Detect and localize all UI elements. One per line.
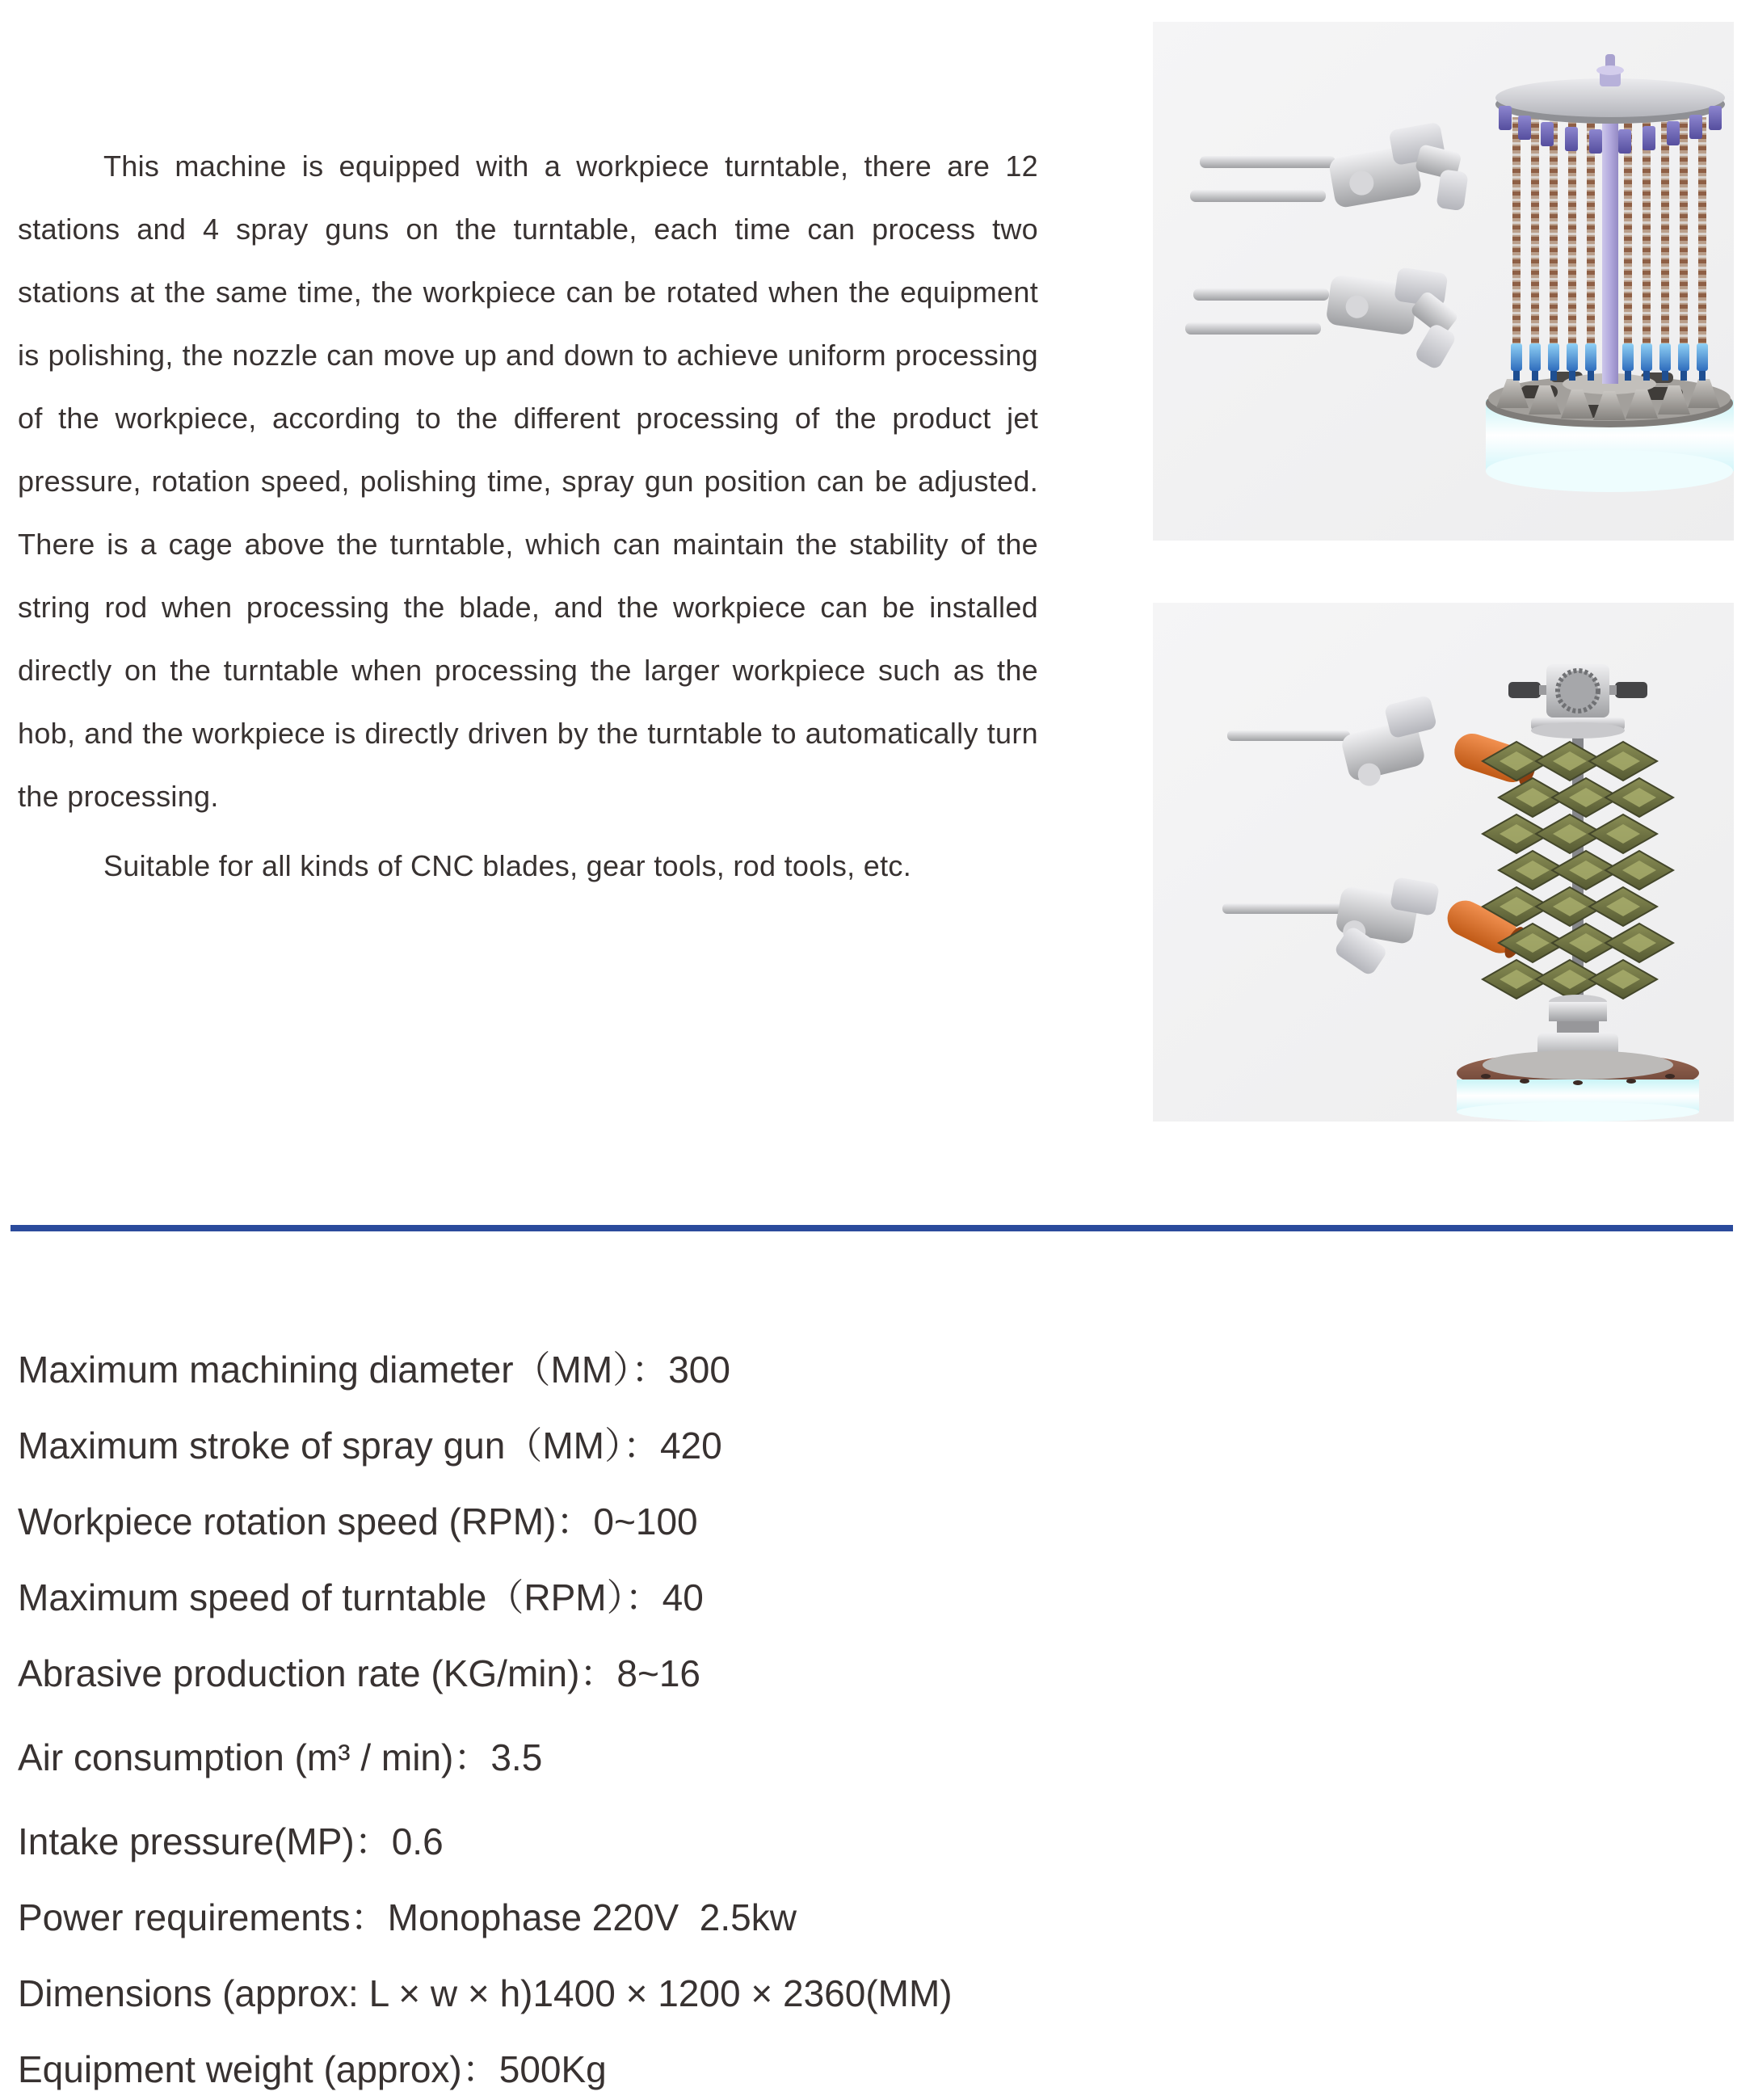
- spec-label: Equipment weight (approx): [18, 2048, 462, 2090]
- spec-separator: ：: [622, 1425, 660, 1467]
- spec-value: 1400 × 1200 × 2360(MM): [532, 1972, 953, 2014]
- spindle-base: [1537, 995, 1618, 1060]
- spec-value: 0.6: [391, 1820, 444, 1862]
- spec-row: [18, 1483, 1731, 1559]
- string-blade-turntable-render: [1153, 22, 1734, 541]
- spec-value: 420: [659, 1425, 722, 1467]
- spec-value: 0~100: [593, 1500, 698, 1542]
- spec-label: Intake pressure(MP): [18, 1820, 355, 1862]
- spec-separator: ：: [350, 1896, 388, 1938]
- description-text-block: [18, 135, 1038, 898]
- spec-row: [18, 1559, 1731, 1635]
- section-divider-line: [11, 1225, 1733, 1231]
- spec-label: Maximum speed of turntable（RPM）: [18, 1576, 625, 1618]
- spec-row: [18, 1635, 1731, 1711]
- spec-label: Maximum stroke of spray gun（MM）: [18, 1425, 623, 1467]
- spec-value: 300: [668, 1349, 730, 1391]
- round-base: [1457, 1050, 1699, 1122]
- spec-value: Monophase 220V 2.5kw: [387, 1896, 797, 1938]
- string-blade-turntable-illustration: [1486, 54, 1734, 492]
- spec-separator: ：: [556, 1500, 594, 1542]
- spec-label: Power requirements: [18, 1896, 351, 1938]
- spec-label: Maximum machining diameter（MM）: [18, 1349, 632, 1391]
- spec-value: 40: [662, 1576, 704, 1618]
- spec-separator: ：: [625, 1576, 662, 1618]
- spec-value: 500Kg: [498, 2048, 607, 2090]
- spec-label: Abrasive production rate (KG/min): [18, 1652, 580, 1694]
- spec-row: [18, 1803, 1731, 1879]
- spec-row: [18, 1719, 1731, 1795]
- spray-gun-pair-illustration: [1185, 118, 1475, 372]
- spec-separator: ：: [461, 2048, 499, 2090]
- spec-row: [18, 1879, 1731, 1955]
- spec-label: Workpiece rotation speed (RPM): [18, 1500, 557, 1542]
- spec-row: [18, 1955, 1731, 2031]
- spec-separator: ：: [579, 1652, 617, 1694]
- central-column: [1602, 109, 1618, 384]
- figure-string-blade-turntable: [1153, 22, 1734, 541]
- spec-separator: ：: [453, 1736, 491, 1778]
- spec-value: 8~16: [616, 1652, 701, 1694]
- spec-row: [18, 2031, 1731, 2100]
- spec-label: Dimensions (approx: L × w × h): [18, 1972, 533, 2014]
- description-paragraph-1: This machine is equipped with a workpiece turntable, there are 12 stations and 4 spray guns on the turntable, each time can process two stations at the same time, the workpiece can be rotated when the equipment is polishing, the nozzle can move up and down to achieve uniform processing of the workpiece, according to the different processing of the product jet pressure, rotation speed, polishing time, spray gun position can be adjusted. There is a cage above the turntable, which can maintain the stability of the string rod when processing the blade, and the workpiece can be installed directly on the turntable when processing the larger workpiece such as the hob, and the workpiece is directly driven by the turntable to automatically turn the processing.: [18, 149, 1038, 813]
- top-fixture: [1508, 664, 1647, 739]
- spec-row: [18, 1332, 1731, 1408]
- description-paragraph-2: Suitable for all kinds of CNC blades, gear tools, rod tools, etc.: [103, 849, 911, 882]
- spec-row: [18, 1408, 1731, 1483]
- hob-spindle-illustration: [1457, 664, 1699, 1122]
- figure-hob-cutter-spindle: [1153, 603, 1734, 1122]
- hob-cutter-spindle-render: [1153, 603, 1734, 1122]
- spec-separator: ：: [631, 1349, 669, 1391]
- spec-label: Air consumption (m³ / min): [18, 1736, 454, 1778]
- specifications-list: [18, 1332, 1731, 2100]
- spec-separator: ：: [354, 1820, 392, 1862]
- spec-value: 3.5: [490, 1736, 543, 1778]
